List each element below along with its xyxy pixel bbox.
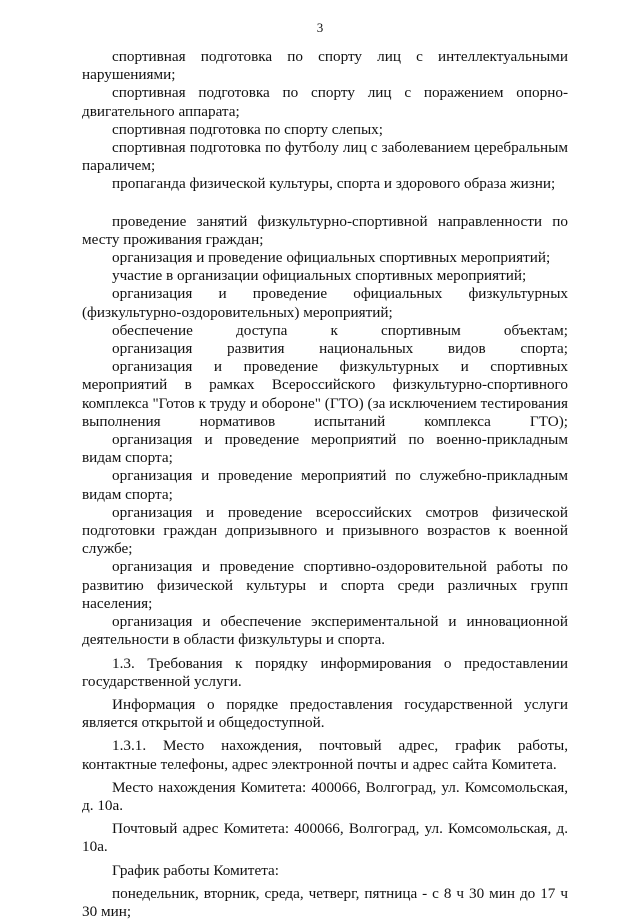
paragraph: понедельник, вторник, среда, четверг, пятница - с 8 ч 30 мин до 17 ч 30 мин; (82, 884, 568, 920)
page-number: 3 (316, 20, 324, 35)
paragraph: организация и проведение спортивно-оздоровительной работы по развитию физической культуры и спорта среди различных групп населения; (82, 558, 568, 612)
paragraph: организация и проведение официальных спортивных мероприятий; (112, 249, 551, 267)
document-body (82, 48, 568, 921)
paragraph: Почтовый адрес Комитета: 400066, Волгоград, ул. Комсомольская, д. 10а. (82, 820, 568, 856)
paragraph: пропаганда физической культуры, спорта и здорового образа жизни; (112, 175, 556, 193)
paragraph: спортивная подготовка по спорту лиц с поражением опорно-двигательного аппарата; (82, 84, 568, 120)
paragraph: Место нахождения Комитета: 400066, Волгоград, ул. Комсомольская, д. 10а. (82, 778, 568, 814)
paragraph: 1.3.1. Место нахождения, почтовый адрес, график работы, контактные телефоны, адрес электронной почты и адрес сайта Комитета. (82, 737, 568, 773)
paragraph: организация развития национальных видов спорта; (112, 340, 568, 358)
paragraph: организация и обеспечение экспериментальной и инновационной деятельности в области физкультуры и спорта. (82, 613, 568, 649)
paragraph: организация и проведение мероприятий по военно-прикладным видам спорта; (82, 431, 568, 467)
paragraph: спортивная подготовка по спорту слепых; (112, 120, 383, 138)
paragraph: 1.3. Требования к порядку информирования о предоставлении государственной услуги. (82, 654, 568, 690)
paragraph: спортивная подготовка по спорту лиц с интеллектуальными нарушениями; (82, 48, 568, 84)
paragraph: обеспечение доступа к спортивным объектам; (112, 321, 568, 339)
paragraph: организация и проведение физкультурных и спортивных мероприятий в рамках Всероссийского физкультурно-спортивного комплекса "Готов к труду и обороне" (ГТО) (за исключением тестирования выполнения нормативов испытаний комплекса ГТО); (82, 358, 568, 430)
paragraph: организация и проведение официальных физкультурных (физкультурно-оздоровительных) мероприятий; (82, 285, 568, 321)
paragraph: Информация о порядке предоставления государственной услуги является открытой и общедоступной. (82, 695, 568, 732)
paragraph: проведение занятий физкультурно-спортивной направленности по месту проживания граждан; (82, 212, 568, 248)
paragraph: участие в организации официальных спортивных мероприятий; (112, 267, 527, 285)
paragraph: График работы Комитета: (112, 861, 279, 879)
paragraph: организация и проведение мероприятий по служебно-прикладным видам спорта; (82, 467, 568, 503)
paragraph: организация и проведение всероссийских смотров физической подготовки граждан допризывного и призывного возрастов к военной службе; (82, 503, 568, 558)
blank-line (82, 194, 568, 213)
paragraph: спортивная подготовка по футболу лиц с заболеванием церебральным параличем; (82, 139, 568, 175)
